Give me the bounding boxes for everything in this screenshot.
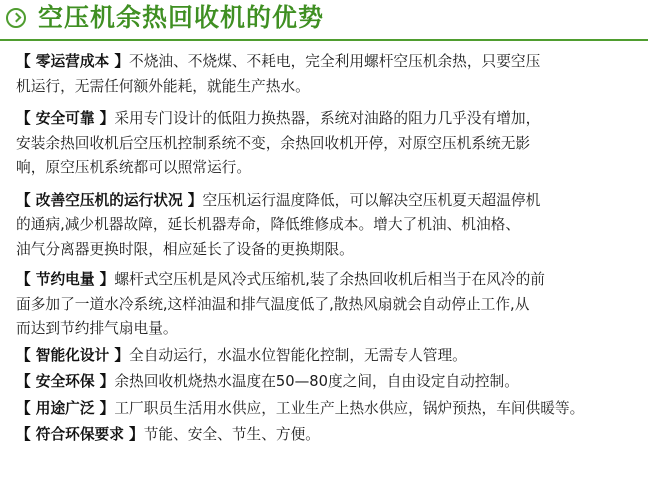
advantage-label: 【 符合环保要求 】 [16, 426, 144, 443]
advantage-label: 【 用途广泛 】 [16, 399, 115, 417]
advantage-text: 采用专门设计的低阻力换热器，系统对油路的阻力几乎没有增加， [114, 110, 541, 127]
advantage-text: 响，原空压机系统都可以照常运行。 [16, 159, 252, 176]
advantage-text: 油气分离器更换时限，相应延长了设备的更换期限。 [16, 240, 354, 258]
advantage-label: 【 节约电量 】 [16, 271, 115, 288]
advantage-improve-operation [16, 189, 646, 263]
advantage-safe-reliable [16, 107, 646, 181]
advantage-label: 【 零运营成本 】 [16, 53, 130, 70]
page-title: 空压机余热回收机的优势 [38, 3, 325, 32]
advantage-text: 而达到节约排气扇电量。 [16, 320, 178, 337]
advantage-label: 【 安全环保 】 [16, 373, 115, 390]
advantage-text: 余热回收机烧热水温度在50—80度之间，自由设定自动控制。 [114, 373, 519, 390]
section-header [0, 0, 648, 36]
advantages-list [16, 50, 646, 452]
advantage-text: 节能、安全、节生、方便。 [143, 426, 320, 443]
advantage-text: 机运行，无需任何额外能耗，就能生产热水。 [16, 77, 310, 95]
advantage-smart-design [16, 344, 646, 369]
advantage-wide-usage [16, 397, 646, 422]
circle-chevron-right-icon [6, 8, 26, 28]
advantage-label: 【 改善空压机的运行状况 】 [16, 191, 203, 209]
advantage-text: 面多加了一道水冷系统,这样油温和排气温度低了,散热风扇就会自动停止工作,从 [16, 295, 530, 313]
advantage-text: 空压机运行温度降低，可以解决空压机夏天超温停机 [202, 191, 541, 209]
advantage-label: 【 安全可靠 】 [16, 110, 115, 127]
advantage-text: 安装余热回收机后空压机控制系统不变，余热回收机开停，对原空压机系统无影 [16, 134, 531, 152]
advantage-text: 全自动运行，水温水位智能化控制，无需专人管理。 [129, 346, 467, 364]
advantage-text: 工厂职员生活用水供应，工业生产上热水供应，锅炉预热，车间供暖等。 [114, 399, 585, 417]
advantage-eco-compliant [16, 423, 646, 448]
header-divider [0, 39, 648, 41]
advantage-zero-operating-cost [16, 50, 646, 99]
advantage-safe-eco [16, 370, 646, 395]
advantage-text: 螺杆式空压机是风冷式压缩机,装了余热回收机后相当于在风冷的前 [114, 271, 545, 288]
advantage-label: 【 智能化设计 】 [16, 346, 130, 364]
advantage-save-power [16, 268, 646, 342]
advantage-text: 的通病,减少机器故障，延长机器寿命，降低维修成本。增大了机油、机油格、 [16, 216, 521, 233]
advantage-text: 不烧油、不烧煤、不耗电，完全利用螺杆空压机余热，只要空压 [129, 53, 541, 70]
